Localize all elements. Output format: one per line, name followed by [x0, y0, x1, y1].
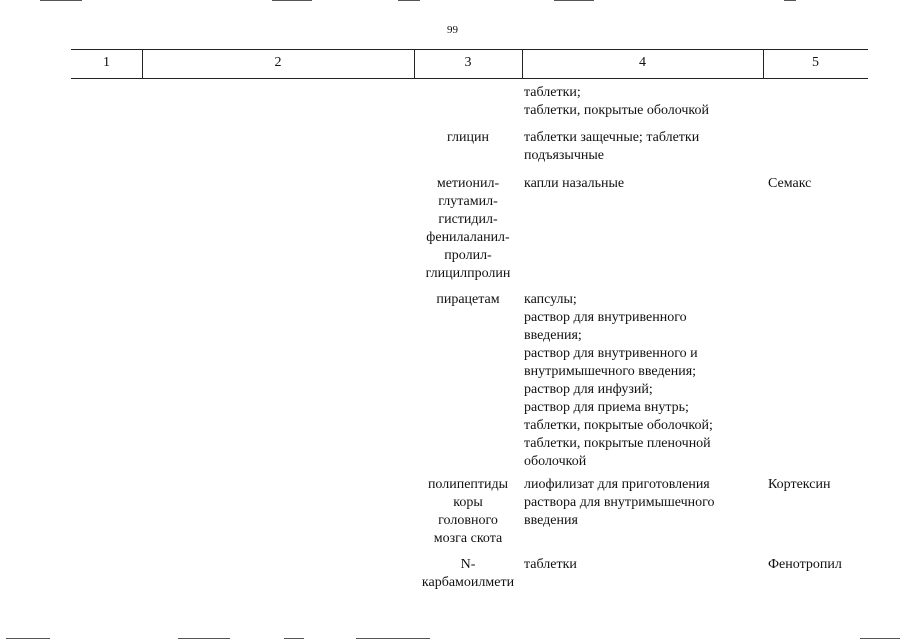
- row-5-trade-name: [768, 476, 864, 494]
- row-5-substance-line: полипептиды: [427, 477, 509, 492]
- table-header-top-rule: [71, 49, 868, 50]
- scan-mark-bottom-mid-2: [284, 638, 304, 639]
- row-4-dosage-line: раствор для приема внутрь;: [524, 400, 689, 415]
- row-3-substance-line: пролил-: [444, 248, 492, 263]
- row-4-substance-line: пирацетам: [436, 292, 500, 307]
- row-3-substance-line: глицилпролин: [425, 266, 511, 281]
- row-5-dosage-forms: [524, 476, 760, 530]
- table-header-bottom-rule: [71, 78, 868, 79]
- row-4-dosage-forms: [524, 291, 760, 471]
- column-header-1: 1: [103, 55, 110, 70]
- row-4-dosage-line: капсулы;: [524, 292, 577, 307]
- column-header-2: 2: [274, 55, 282, 70]
- row-1-dosage-forms: [524, 84, 760, 120]
- row-3-trade-name: [768, 175, 864, 193]
- row-2-dosage-forms: [524, 129, 760, 165]
- row-3-substance-line: глутамил-: [438, 194, 498, 209]
- row-1-dosage-line: таблетки;: [524, 85, 581, 100]
- scan-mark-bottom-mid-1: [178, 638, 230, 639]
- scan-mark-top-mid-3: [554, 0, 594, 1]
- scan-mark-bottom-right: [860, 638, 900, 639]
- page-number: 99: [447, 24, 458, 36]
- row-4-dosage-line: таблетки, покрытые пленочной: [524, 436, 711, 451]
- row-5-substance-line: мозга скота: [433, 531, 503, 546]
- row-4-dosage-line: раствор для внутривенного и: [524, 346, 698, 361]
- row-6-substance: [414, 556, 522, 592]
- row-6-dosage-forms: [524, 556, 760, 574]
- row-6-dosage-line: таблетки: [524, 557, 577, 572]
- row-6-substance-line: N-: [460, 557, 476, 572]
- row-3-dosage-line: капли назальные: [524, 176, 625, 191]
- row-5-dosage-line: введения: [524, 513, 578, 528]
- row-3-trade-name-line: Семакс: [768, 176, 812, 191]
- row-1-dosage-line: таблетки, покрытые оболочкой: [524, 103, 710, 118]
- scan-mark-top-mid-1: [272, 0, 312, 1]
- row-5-trade-name-line: Кортексин: [768, 477, 831, 492]
- row-6-trade-name: [768, 556, 864, 574]
- row-6-substance-line: карбамоилмети: [421, 575, 515, 590]
- row-3-substance-line: фенилаланил-: [426, 230, 510, 245]
- row-3-substance-line: метионил-: [436, 176, 500, 191]
- row-4-dosage-line: раствор для инфузий;: [524, 382, 653, 397]
- row-3-substance: [414, 175, 522, 283]
- scan-mark-bottom-left: [6, 638, 50, 639]
- row-6-trade-name-line: Фенотропил: [768, 557, 842, 572]
- row-2-substance: [414, 129, 522, 147]
- row-2-substance-line: глицин: [447, 130, 489, 145]
- row-5-substance-line: коры: [453, 495, 483, 510]
- scan-mark-top-mid-2: [398, 0, 420, 1]
- row-5-substance: [414, 476, 522, 548]
- column-header-3: 3: [464, 55, 472, 70]
- row-5-dosage-line: раствора для внутримышечного: [524, 495, 715, 510]
- row-2-dosage-line: подъязычные: [524, 148, 604, 163]
- row-4-dosage-line: внутримышечного введения;: [524, 364, 697, 379]
- scan-mark-top-right: [784, 0, 796, 1]
- row-4-dosage-line: таблетки, покрытые оболочкой;: [524, 418, 713, 433]
- column-header-5: 5: [812, 55, 819, 70]
- row-4-dosage-line: введения;: [524, 328, 582, 343]
- row-3-dosage-forms: [524, 175, 760, 193]
- row-4-substance: [414, 291, 522, 309]
- row-4-dosage-line: раствор для внутривенного: [524, 310, 687, 325]
- row-2-dosage-line: таблетки защечные; таблетки: [524, 130, 700, 145]
- column-header-4: 4: [639, 55, 646, 70]
- row-4-dosage-line: оболочкой: [524, 454, 587, 469]
- row-5-substance-line: головного: [438, 513, 498, 528]
- scan-mark-bottom-mid-3: [356, 638, 430, 639]
- scan-mark-top-left: [40, 0, 82, 1]
- row-5-dosage-line: лиофилизат для приготовления: [524, 477, 710, 492]
- row-3-substance-line: гистидил-: [438, 212, 498, 227]
